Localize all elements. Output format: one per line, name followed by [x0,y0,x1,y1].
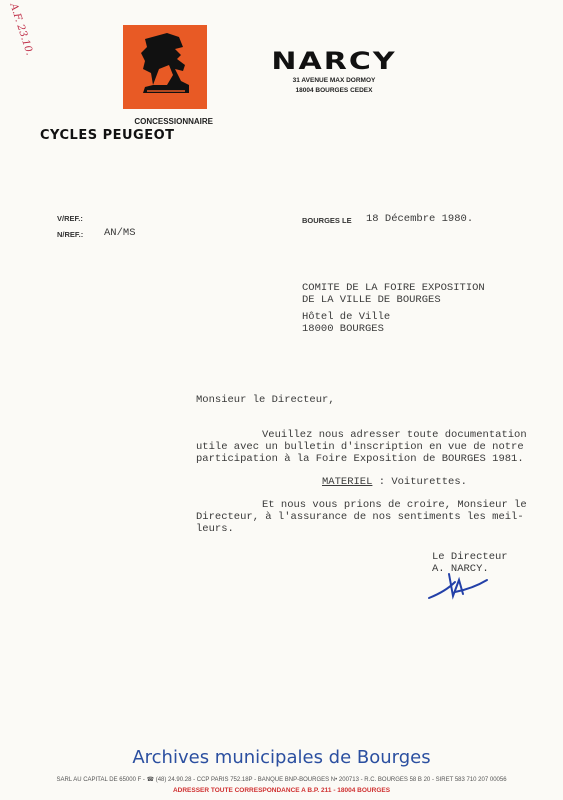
materiel-line [322,476,467,488]
date-label: BOURGES LE [302,216,352,225]
materiel-value: : Voiturettes. [372,476,467,488]
paragraph-1-line-1: Veuillez nous adresser toute documentation [262,429,527,441]
address-line-1: 31 AVENUE MAX DORMOY [292,77,376,84]
paragraph-1-line-3: participation à la Foire Exposition de BOURGES 1981. [196,453,524,465]
recipient-line-4: 18000 BOURGES [302,323,384,335]
recipient-line-2: DE LA VILLE DE BOURGES [302,294,441,306]
archives-watermark: Archives municipales de Bourges [132,747,431,768]
date-value: 18 Décembre 1980. [366,213,474,225]
paragraph-1-line-2: utile avec un bulletin d'inscription en vue de notre [196,441,524,453]
address-line-2: 18004 BOURGES CEDEX [295,87,373,94]
handwritten-note: A.F. 23.10. [7,2,35,57]
signature-title: Le Directeur [432,551,508,563]
brand-name: NARCY [271,47,397,76]
handwritten-signature [425,570,495,602]
signature-name: A. NARCY. [432,563,489,575]
materiel-label: MATERIEL [322,476,373,488]
salutation: Monsieur le Directeur, [196,394,335,406]
lion-icon [123,25,207,109]
concessionnaire-label: CONCESSIONNAIRE [134,117,213,126]
paragraph-2-line-3: leurs. [196,523,234,535]
correspondence-footer: ADRESSER TOUTE CORRESPONDANCE A B.P. 211 - 18004 BOURGES [172,787,391,794]
legal-footer: SARL AU CAPITAL DE 65000 F - ☎ (48) 24.90.28 - CCP PARIS 752.18P - BANQUE BNP-BOURGES N• 200713 - R.C. BOURGES 58 B 20 - SIRET 583 710 207 00056 [56,777,507,783]
vref-label: V/REF.: [57,214,83,223]
cycles-peugeot-label: CYCLES PEUGEOT [40,128,175,143]
peugeot-lion-logo [123,25,207,109]
paragraph-2-line-2: Directeur, à l'assurance de nos sentiments les meil- [196,511,524,523]
nref-value: AN/MS [104,227,136,239]
paragraph-2-line-1: Et nous vous prions de croire, Monsieur le [262,499,527,511]
nref-label: N/REF.: [57,230,84,239]
recipient-line-1: COMITE DE LA FOIRE EXPOSITION [302,282,485,294]
recipient-line-3: Hôtel de Ville [302,311,391,323]
